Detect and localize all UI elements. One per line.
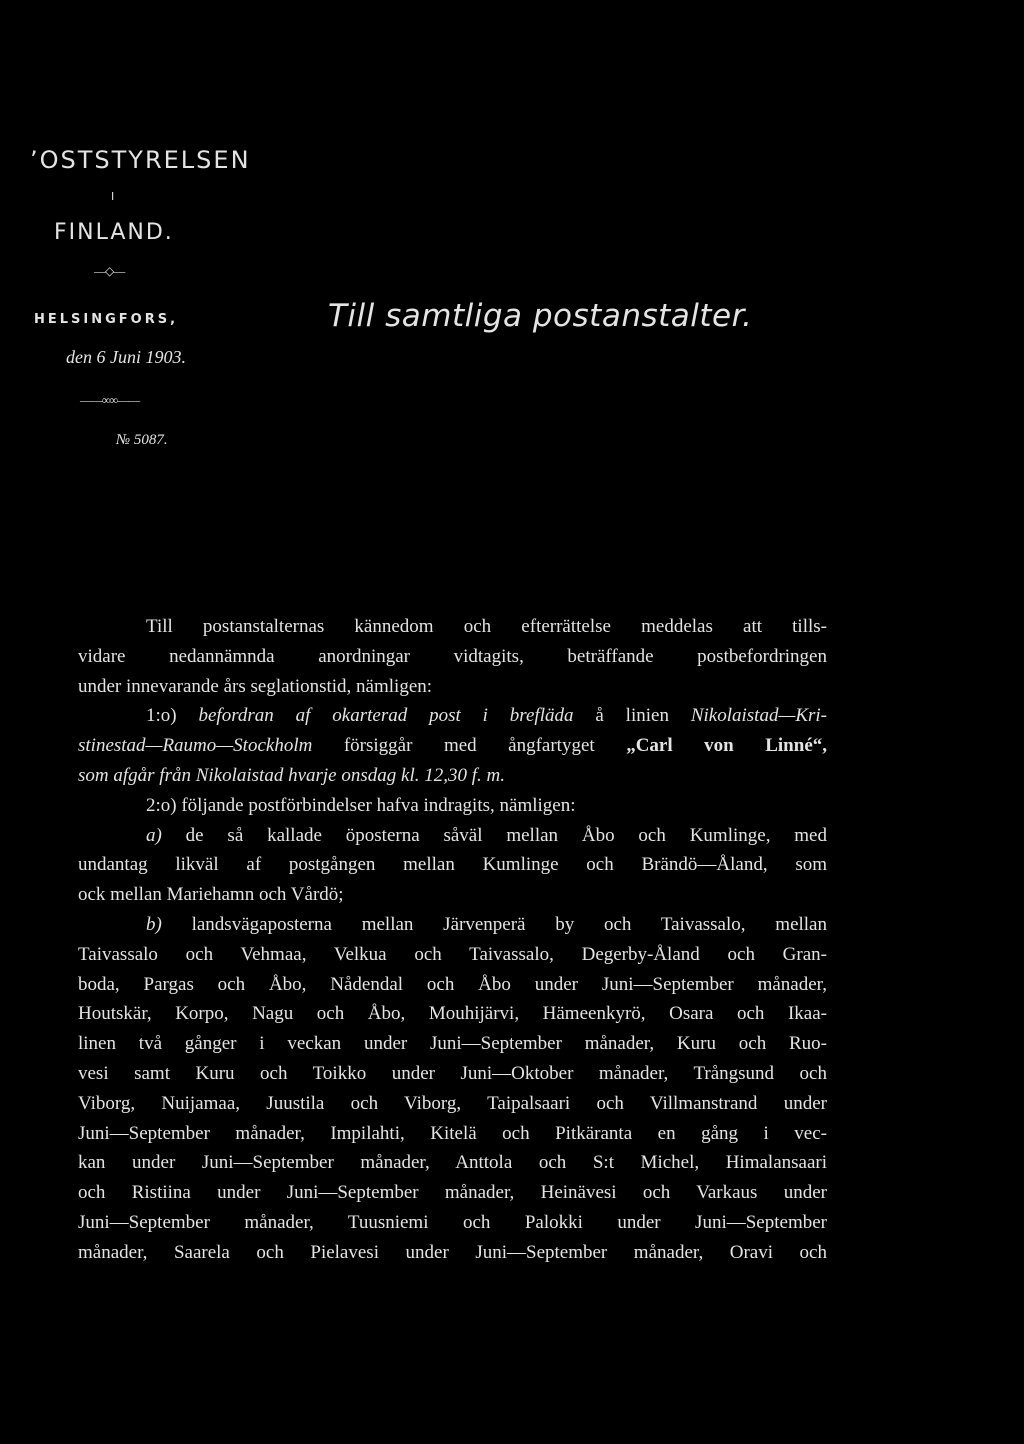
ornament-divider-bottom: ——∞∞——	[80, 393, 140, 407]
italic-phrase: befordran af okarterad post i brefläda	[198, 705, 574, 727]
body-line: som afgår från Nikolaistad hvarje onsdag kl. 12,30 f. m.	[78, 764, 505, 786]
body-line-item-2: 2:o) följande postförbindelser hafva indragits, nämligen:	[146, 794, 576, 816]
body-line-sub-b	[78, 910, 827, 940]
body-line-sub-a	[78, 821, 827, 851]
body-line: ock mellan Mariehamn och Vårdö;	[78, 884, 344, 906]
body-line: undantag likväl af postgången mellan Kumlinge och Brändö—Åland, som	[78, 854, 827, 876]
document-number: № 5087.	[116, 432, 168, 448]
plain-phrase: de så kallade öposterna såväl mellan Åbo och Kumlinge, med	[161, 824, 827, 846]
body-line: vesi samt Kuru och Toikko under Juni—Oktober månader, Trångsund och	[78, 1062, 827, 1084]
item-number: 1:o)	[146, 705, 177, 727]
body-line: Juni—September månader, Tuusniemi och Palokki under Juni—September	[78, 1211, 827, 1233]
addressee-heading: Till samtliga postanstalter.	[328, 298, 753, 334]
organization-name: ’OSTSTYRELSEN	[30, 146, 251, 174]
body-line: Juni—September månader, Impilahti, Kitelä och Pitkäranta en gång i vec-	[78, 1122, 827, 1144]
body-line	[78, 731, 827, 761]
body-line: och Ristiina under Juni—September månader, Heinävesi och Varkaus under	[78, 1182, 827, 1204]
body-line: Till postanstalternas kännedom och efterrättelse meddelas att tills-	[146, 616, 827, 637]
body-line: kan under Juni—September månader, Anttola och S:t Michel, Himalansaari	[78, 1152, 827, 1174]
body-line: linen två gånger i veckan under Juni—September månader, Kuru och Ruo-	[78, 1033, 827, 1055]
body-line: under innevarande års seglationstid, nämligen:	[78, 675, 433, 697]
ship-name: „Carl von Linné“,	[626, 735, 827, 757]
body-line: Viborg, Nuijamaa, Juustila och Viborg, Taipalsaari och Villmanstrand under	[78, 1092, 827, 1114]
body-line: vidare nedannämnda anordningar vidtagits, beträffande postbefordringen	[78, 645, 827, 667]
ornament-divider-top: —◇—	[94, 264, 125, 278]
plain-phrase: å linien	[573, 705, 691, 727]
sub-label-b: b)	[146, 913, 162, 935]
city-name: HELSINGFORS,	[34, 312, 179, 327]
body-line: boda, Pargas och Åbo, Nådendal och Åbo under Juni—September månader,	[78, 973, 827, 995]
plain-phrase: försiggår med ångfartyget	[312, 735, 627, 757]
letter-body	[78, 612, 827, 1268]
body-line-item-1	[78, 701, 827, 731]
route-name: stinestad—Raumo—Stockholm	[78, 735, 313, 757]
organization-connector: I	[111, 190, 115, 203]
country-name: FINLAND.	[54, 220, 174, 245]
body-line: Taivassalo och Vehmaa, Velkua och Taivassalo, Degerby-Åland och Gran-	[78, 943, 827, 965]
letter-date: den 6 Juni 1903.	[66, 347, 186, 367]
plain-phrase: landsvägaposterna mellan Järvenperä by och Taivassalo, mellan	[161, 913, 827, 935]
sub-label-a: a)	[146, 824, 162, 846]
route-name: Nikolaistad—Kri-	[690, 705, 828, 727]
body-line: månader, Saarela och Pielavesi under Juni—September månader, Oravi och	[78, 1241, 827, 1263]
body-line: Houtskär, Korpo, Nagu och Åbo, Mouhijärvi, Hämeenkyrö, Osara och Ikaa-	[78, 1003, 827, 1025]
